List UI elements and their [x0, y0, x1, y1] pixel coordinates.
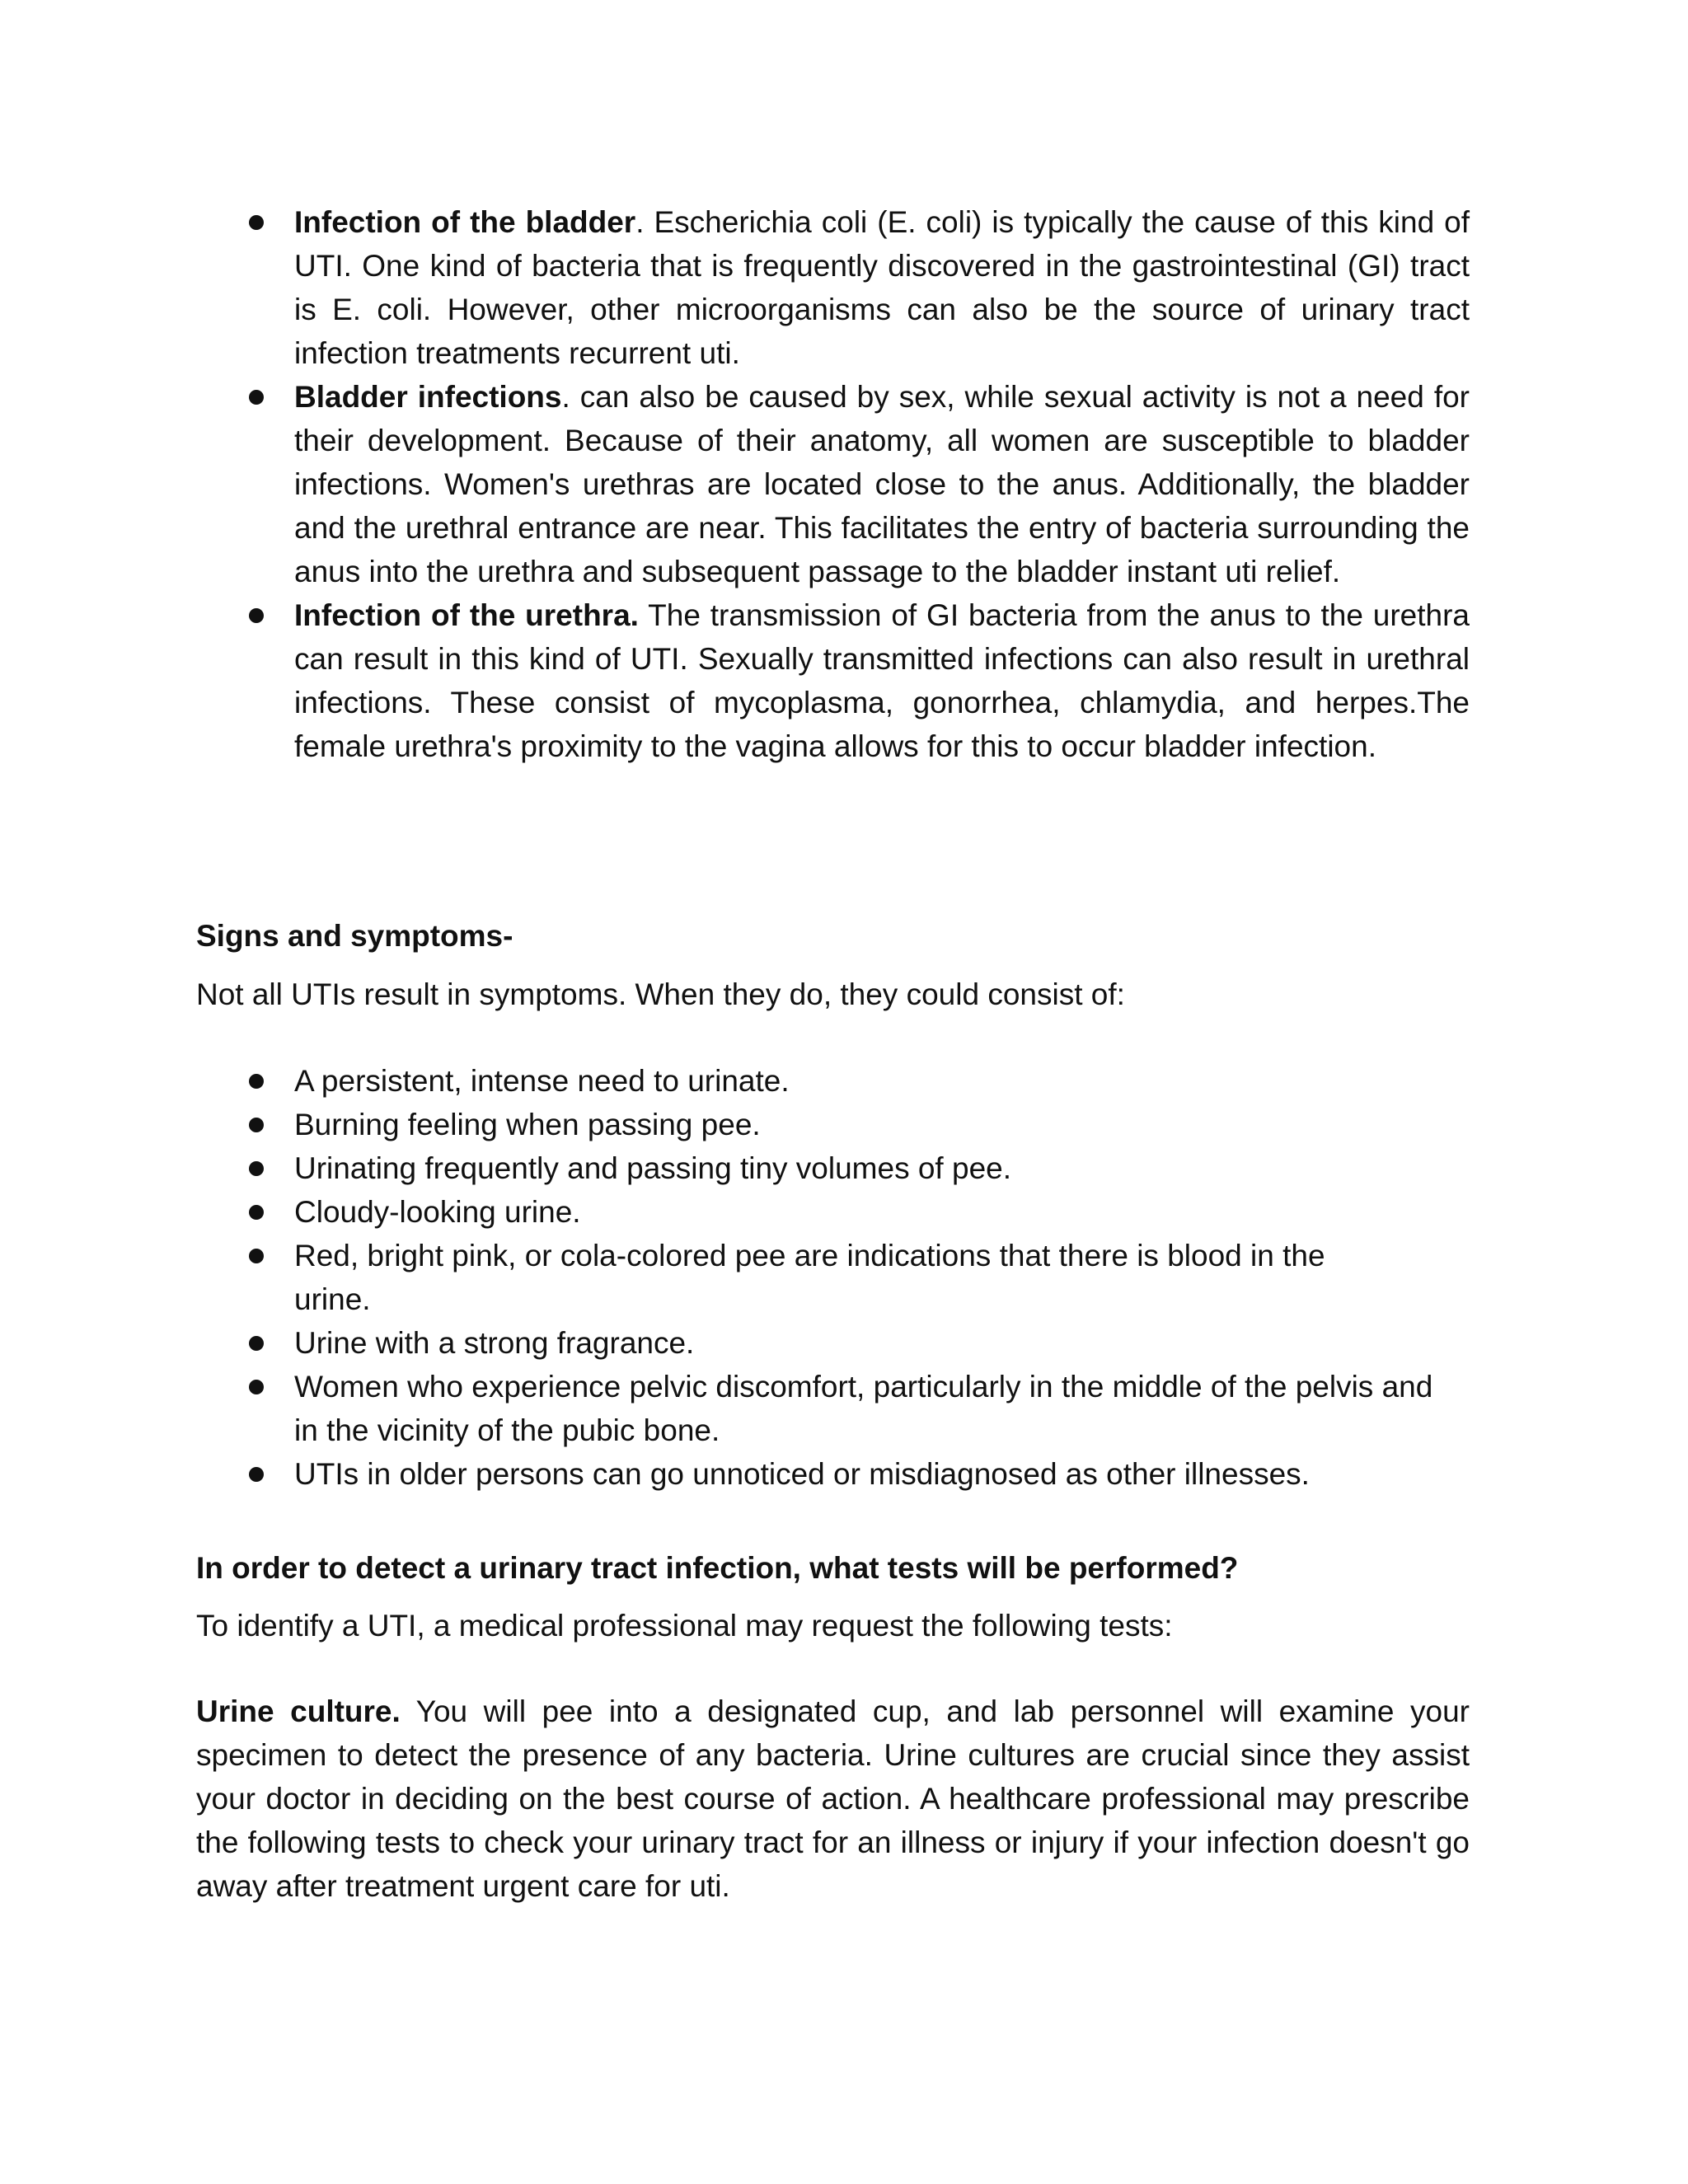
list-item-lead: Infection of the bladder: [294, 205, 636, 239]
bullet-icon: [249, 1467, 264, 1482]
list-item: [196, 1321, 1470, 1365]
list-item: [196, 1190, 1470, 1234]
uti-types-list: [196, 200, 1470, 768]
bullet-icon: [249, 1118, 264, 1132]
bullet-icon: [249, 1161, 264, 1176]
document-page: [196, 0, 1470, 2184]
list-item-lead: Bladder infections: [294, 380, 562, 414]
list-item: [196, 375, 1470, 593]
list-item: [196, 200, 1470, 375]
list-item-text: Red, bright pink, or cola-colored pee are indications that there is blood in the urine.: [294, 1239, 1325, 1316]
urine-culture-lead: Urine culture.: [196, 1694, 401, 1728]
bullet-icon: [249, 1205, 264, 1220]
bullet-icon: [249, 215, 264, 230]
bullet-icon: [249, 390, 264, 405]
list-item: [196, 1146, 1470, 1190]
list-item-text: Cloudy-looking urine.: [294, 1195, 581, 1229]
urine-culture-paragraph: [196, 1690, 1470, 1908]
list-item-text: The transmission of GI bacteria from the anus to the urethra can result in this kind of UTI. Sexually transmitted infections can also result in urethral infections. These consist of mycoplasma, gonorrhea, chlamydia, and herpes.The female urethra's proximity to the vagina allows for this to occur bladder infection.: [294, 598, 1470, 763]
list-item: [196, 1234, 1470, 1321]
urine-culture-text: You will pee into a designated cup, and lab personnel will examine your specimen to detect the presence of any bacteria. Urine cultures are crucial since they assist your doctor in deciding on the best course of action. A healthcare professional may prescribe the following tests to check your urinary tract for an illness or injury if your infection doesn't go away after treatment urgent care for uti.: [196, 1694, 1470, 1903]
list-item: [196, 593, 1470, 768]
list-item: [196, 1452, 1470, 1496]
bullet-icon: [249, 1336, 264, 1351]
signs-heading: Signs and symptoms-: [196, 919, 513, 953]
list-item-text: . can also be caused by sex, while sexual activity is not a need for their development. Because of their anatomy, all women are susceptible to bladder infections. Women's urethras are located close to the anus. Additionally, the bladder and the urethral entrance are near. This facilitates the entry of bacteria surrounding the anus into the urethra and subsequent passage to the bladder instant uti relief.: [294, 380, 1470, 588]
bullet-icon: [249, 1074, 264, 1089]
list-item-text: . Escherichia coli (E. coli) is typically the cause of this kind of UTI. One kind of bacteria that is frequently discovered in the gastrointestinal (GI) tract is E. coli. However, other microorganisms can also be the source of urinary tract infection treatments recurrent uti.: [294, 205, 1470, 370]
list-item-text: Burning feeling when passing pee.: [294, 1108, 761, 1141]
bullet-icon: [249, 608, 264, 623]
list-item-text: Urine with a strong fragrance.: [294, 1326, 695, 1360]
signs-intro: Not all UTIs result in symptoms. When they do, they could consist of:: [196, 977, 1125, 1011]
symptoms-list: [196, 1059, 1470, 1496]
list-item: [196, 1103, 1470, 1146]
list-item-text: A persistent, intense need to urinate.: [294, 1064, 790, 1098]
list-item-text: UTIs in older persons can go unnoticed or misdiagnosed as other illnesses.: [294, 1457, 1310, 1491]
list-item-text: Urinating frequently and passing tiny volumes of pee.: [294, 1151, 1012, 1185]
bullet-icon: [249, 1249, 264, 1263]
list-item: [196, 1059, 1470, 1103]
list-item: [196, 1365, 1470, 1452]
tests-intro: To identify a UTI, a medical professional may request the following tests:: [196, 1609, 1173, 1643]
list-item-lead: Infection of the urethra.: [294, 598, 639, 632]
bullet-icon: [249, 1380, 264, 1394]
list-item-text: Women who experience pelvic discomfort, particularly in the middle of the pelvis and in the vicinity of the pubic bone.: [294, 1370, 1433, 1447]
tests-heading: In order to detect a urinary tract infection, what tests will be performed?: [196, 1551, 1239, 1585]
